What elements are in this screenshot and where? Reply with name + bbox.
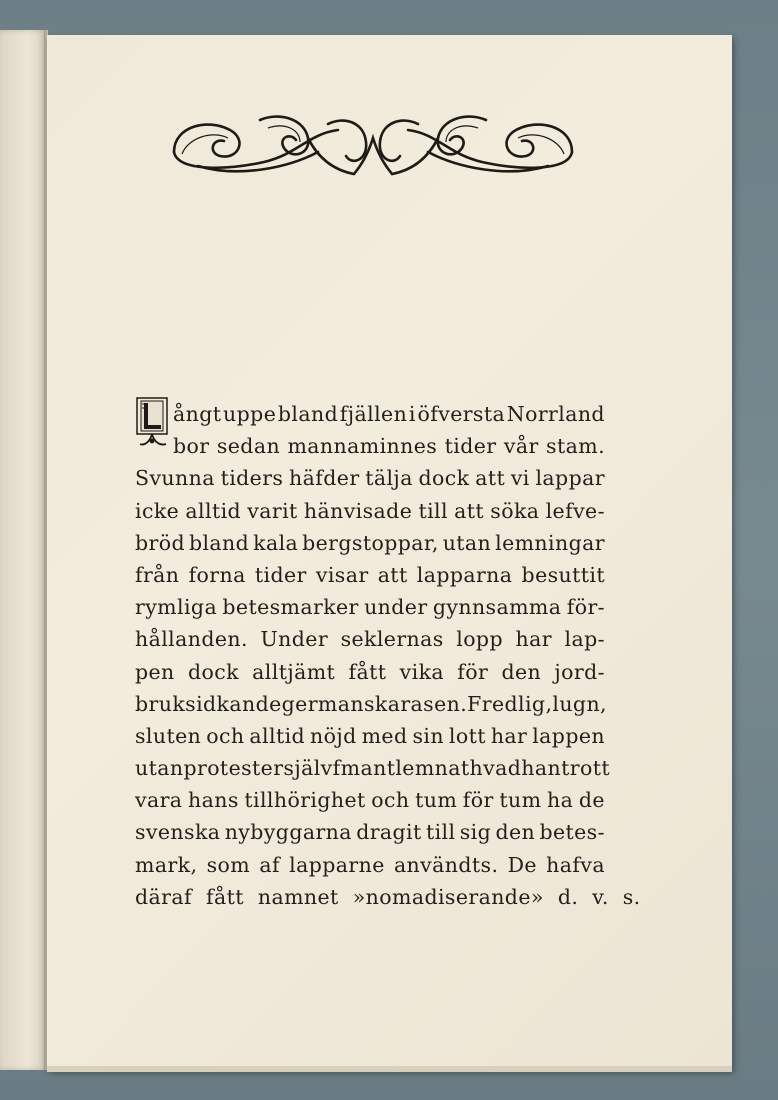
text-line-13: vara hans tillhörighet och tum för tum ha de [135,788,605,813]
text-line-15: mark, som af lapparne användts. De hafva [135,852,605,877]
text-line-5: bröd bland kala bergstoppar, utan lemningar [135,530,605,555]
left-page-edge [0,30,46,1070]
text-line-14: svenska nybyggarna dragit till sig den betes- [135,820,605,845]
text-line-1: ångt uppe bland fjällen i öfversta Norrland [173,402,605,426]
text-line-12: utan protester självfmant lemnat hvad han trott [135,756,610,781]
text-line-2: bor sedan mannaminnes tider vår stam. [173,434,605,459]
text-line-4: icke alltid varit hänvisade till att söka lefve- [135,498,605,523]
initial-letter: L [134,396,135,397]
text-line-6: från forna tider visar att lapparna besuttit [135,562,605,587]
text-line-9: pen dock alltjämt fått vika för den jord- [135,659,605,684]
text-line-3: Svunna tiders häfder tälja dock att vi lappar [135,466,605,491]
text-line-11: sluten och alltid nöjd med sin lott har lappen [135,723,605,748]
page-edge-shadow [47,1066,732,1072]
decorative-headpiece-icon [168,108,578,184]
text-line-10: bruksidkande germanska rasen. Fredlig, lugn, [135,691,607,716]
text-line-8: hållanden. Under seklernas lopp har lap- [135,627,605,652]
text-line-16: däraf fått namnet »nomadiserande» d. v. s. [135,884,641,909]
body-text [135,398,641,913]
text-line-7: rymliga betesmarker under gynnsamma för- [135,595,605,620]
